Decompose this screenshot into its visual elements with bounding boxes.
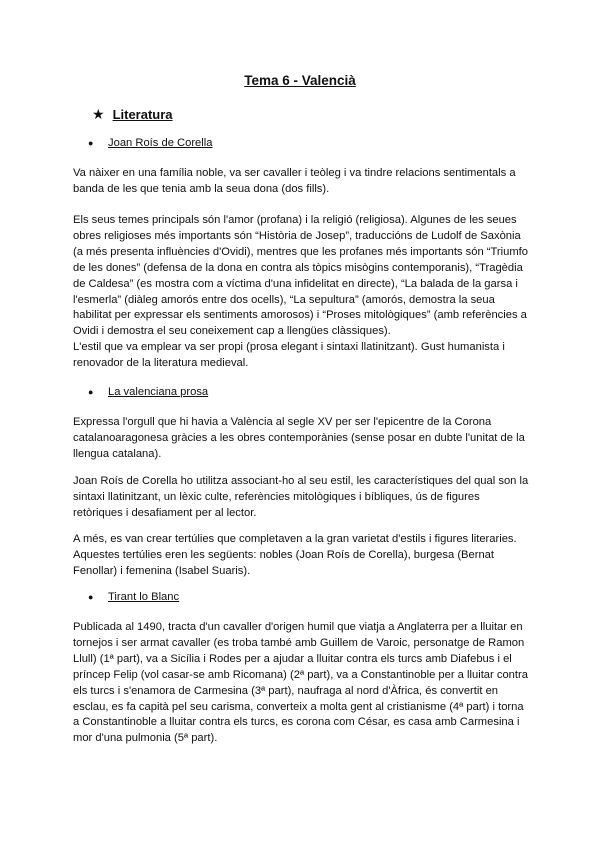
star-icon: ★	[92, 106, 105, 122]
bullet-label: Joan Roís de Corella	[108, 137, 213, 149]
bullet-dot-icon: ●	[88, 138, 94, 148]
bullet-joan-rois-de-corella	[88, 137, 212, 149]
bullet-dot-icon: ●	[88, 592, 94, 602]
paragraph: Els seus temes principals són l'amor (profana) i la religió (religiosa). Algunes de les seues obres religioses més importants són “Història de Josep”, traduccións de Ludolf de Saxònia (a més presenta influències d'Ovidi), mentres que les profanes més importants són “Triumfo de les dones” (defensa de la dona en contra als tòpics misògins contemporanis), “Tragèdia de Caldesa” (es mostra com a víctima d'una infidelitat en directe), “La balada de la garsa i l'esmerla” (diàleg amorós entre dos ocells), “La sepultura” (amorós, demostra la seua habilitat per expressar els sentiments amorosos) i “Proses mitològiques” (amb referències a Ovidi i demostra el seu coneixement cap a llengües clàssiques).	[73, 214, 529, 338]
section-heading	[92, 106, 173, 123]
paragraph: Va nàixer en una família noble, va ser cavaller i teòleg i va tindre relacions sentimentals a banda de les que tenia amb la seua dona (dos fills).	[73, 167, 516, 195]
bullet-dot-icon: ●	[88, 387, 94, 397]
bullet-label: Tirant lo Blanc	[108, 591, 180, 603]
bullet-tirant-lo-blanc	[88, 591, 179, 603]
paragraph: Joan Roís de Corella ho utilitza associant-ho al seu estil, les característiques del qual son la sintaxi llatinitzant, un lèxic culte, referències mitològiques i bíbliques, ús de figures retòriques i desafiament per al lector.	[73, 475, 529, 519]
bullet-la-valenciana-prosa	[88, 386, 208, 398]
bullet-label: La valenciana prosa	[108, 386, 209, 398]
paragraph: A més, es van crear tertúlies que completaven a la gran varietat d'estils i figures literaries. Aquestes tertúlies eren les següents: nobles (Joan Roís de Corella), burgesa (Bernat Fenollar) i femenina (Isabel Suaris).	[73, 533, 517, 577]
paragraph: Publicada al 1490, tracta d'un cavaller d'origen humil que viatja a Anglaterra per a lluitar en tornejos i ser armat cavaller (es troba també amb Guillem de Varoic, personatge de Ramon Llull) (1ª part), va a Sicília i Rodes per a ajudar a lluitar contra els turcs amb Diafebus i el príncep Felip (vol casar-se amb Ricomana) (2ª part), va a Constantinoble per a lluitar contra els turcs i s'enamora de Carmesina (3ª part), naufraga al nord d'Àfrica, és convertit en esclau, es fa capità pel seu carisma, converteix a molta gent al cristianisme (4ª part) i torna a Constantinoble a lluitar contra els turcs, es corona com César, es casa amb Carmesina i mor d'una pulmonia (5ª part).	[73, 621, 528, 745]
paragraph: L'estil que va emplear va ser propi (prosa elegant i sintaxi llatinitzant). Gust humanista i renovador de la literatura medieval.	[73, 341, 505, 369]
section-heading-label: Literatura	[112, 107, 173, 122]
paragraph: Expressa l'orgull que hi havia a València al segle XV per ser l'epicentre de la Corona catalanoaragonesa gràcies a les obres contemporànies (sense posar en dubte l'unitat de la llengua catalana).	[73, 416, 525, 460]
document-title: Tema 6 - Valencià	[244, 73, 356, 88]
